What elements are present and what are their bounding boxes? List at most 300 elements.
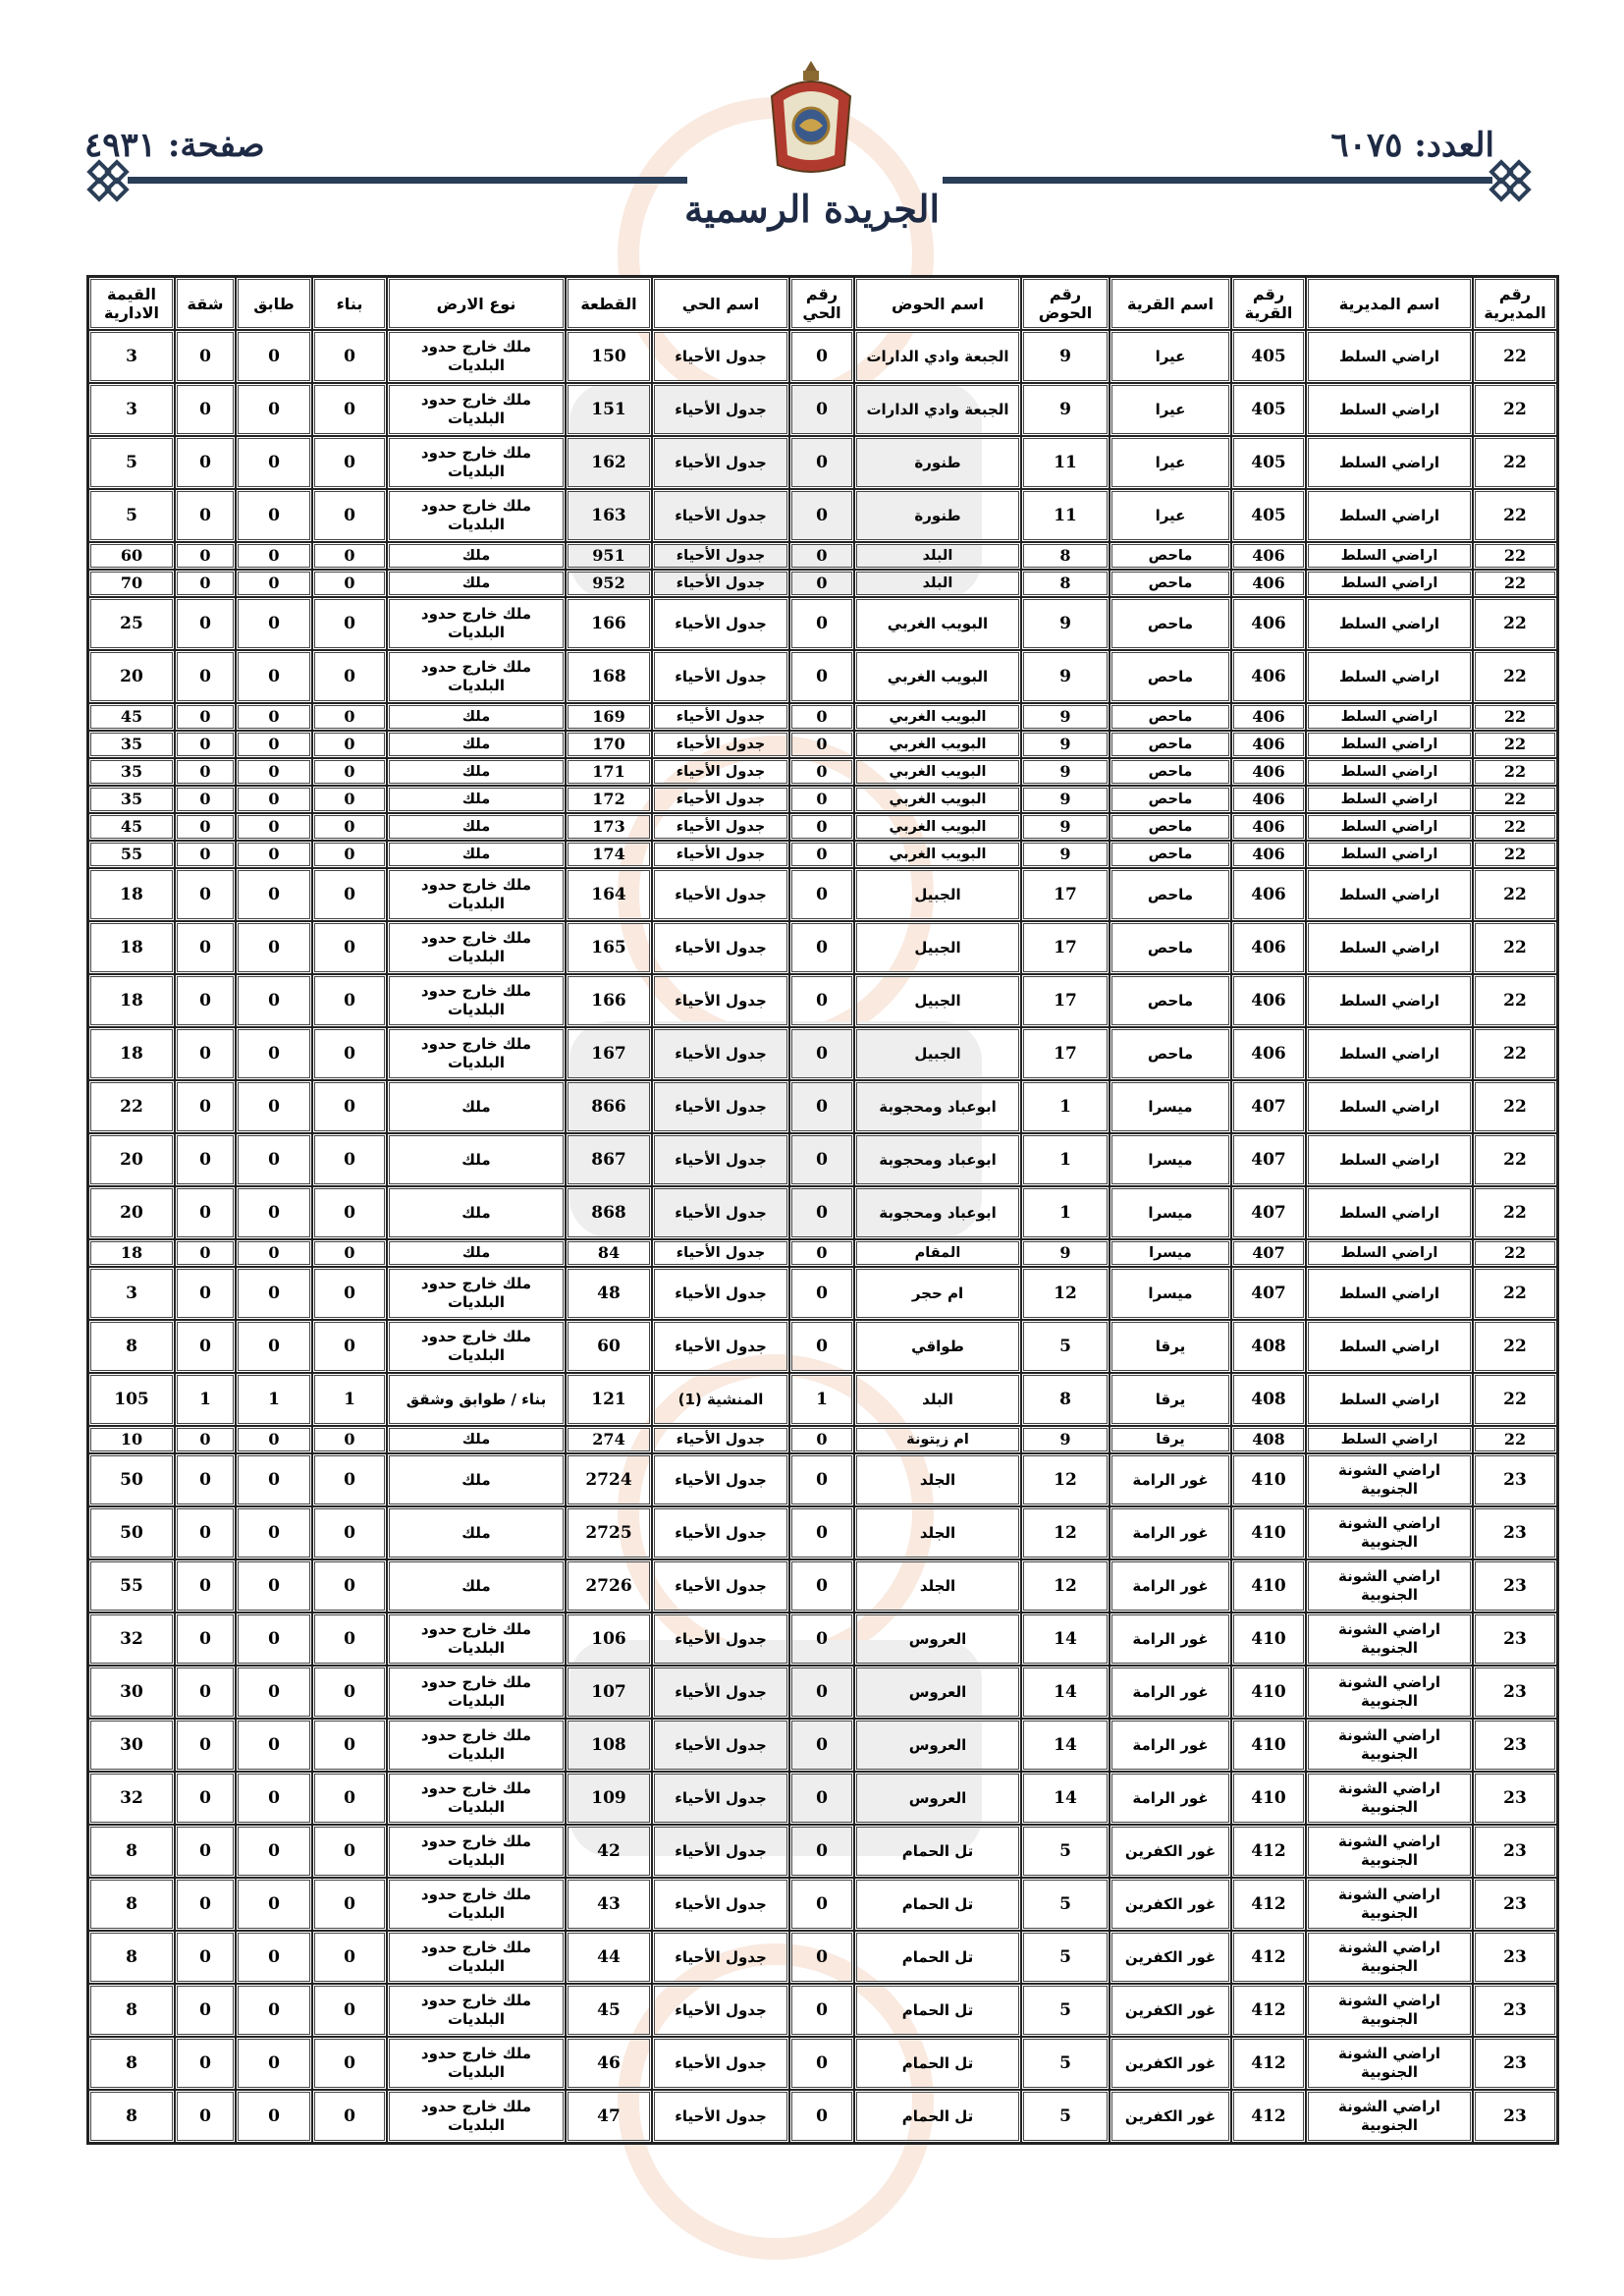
table-row (88, 436, 1557, 489)
table-cell: 5 (1021, 2090, 1110, 2143)
table-cell: 0 (175, 1453, 236, 1506)
table-cell: المنشية (1) (652, 1373, 789, 1426)
table-cell: 0 (236, 1666, 312, 1719)
table-cell: جدول الأحياء (652, 330, 789, 383)
table-cell: ماحص (1110, 650, 1231, 703)
table-cell: 22 (1473, 1426, 1557, 1453)
table-row (88, 758, 1557, 786)
table-cell: 22 (1473, 841, 1557, 868)
table-cell: اراضي السلط (1306, 597, 1473, 650)
table-cell: 121 (566, 1373, 652, 1426)
table-cell: 0 (789, 597, 854, 650)
table-cell: 0 (236, 703, 312, 731)
table-cell: 0 (789, 1239, 854, 1267)
table-cell: 17 (1021, 974, 1110, 1027)
table-cell: 55 (88, 1559, 175, 1613)
table-cell: 30 (88, 1719, 175, 1772)
table-cell: 1 (1021, 1133, 1110, 1186)
table-cell: جدول الأحياء (652, 1453, 789, 1506)
table-cell: 5 (1021, 1984, 1110, 2037)
table-cell: 0 (236, 436, 312, 489)
table-cell: ماحص (1110, 542, 1231, 570)
table-cell: 407 (1231, 1080, 1306, 1133)
table-cell: 406 (1231, 758, 1306, 786)
table-cell: 0 (312, 1931, 387, 1984)
table-cell: 70 (88, 570, 175, 597)
table-cell: البويب الغربي (854, 650, 1021, 703)
table-cell: الجلد (854, 1559, 1021, 1613)
table-cell: 0 (312, 383, 387, 436)
table-cell: 0 (312, 489, 387, 542)
table-cell: ملك (387, 1239, 566, 1267)
table-cell: 22 (1473, 1239, 1557, 1267)
table-cell: ميسرا (1110, 1239, 1231, 1267)
table-cell: البلد (854, 1373, 1021, 1426)
table-cell: ام حجر (854, 1267, 1021, 1320)
table-cell: ملك خارج حدود البلديات (387, 1825, 566, 1878)
table-cell: 163 (566, 489, 652, 542)
table-cell: ماحص (1110, 1027, 1231, 1080)
table-cell: الجبيل (854, 868, 1021, 921)
table-cell: اراضي السلط (1306, 1186, 1473, 1239)
table-cell: 50 (88, 1506, 175, 1559)
table-cell: 0 (236, 1772, 312, 1825)
table-row (88, 1426, 1557, 1453)
table-cell: غور الكفرين (1110, 2037, 1231, 2090)
table-cell: 0 (175, 921, 236, 974)
table-cell: ماحص (1110, 813, 1231, 841)
table-cell: 0 (236, 1878, 312, 1931)
column-header: اسم الحي (652, 277, 789, 330)
table-cell: 0 (312, 1666, 387, 1719)
table-cell: 0 (789, 1027, 854, 1080)
table-cell: جدول الأحياء (652, 974, 789, 1027)
table-cell: 9 (1021, 731, 1110, 758)
table-cell: 2726 (566, 1559, 652, 1613)
table-cell: جدول الأحياء (652, 650, 789, 703)
table-cell: 412 (1231, 1984, 1306, 2037)
table-row (88, 1825, 1557, 1878)
table-cell: 0 (789, 1506, 854, 1559)
table-cell: 9 (1021, 813, 1110, 841)
table-cell: 5 (1021, 1878, 1110, 1931)
table-cell: اراضي الشونة الجنوبية (1306, 1506, 1473, 1559)
table-cell: غور الكفرين (1110, 2090, 1231, 2143)
table-cell: 45 (88, 813, 175, 841)
table-cell: 406 (1231, 841, 1306, 868)
table-cell: 0 (175, 1984, 236, 2037)
table-cell: 0 (789, 1878, 854, 1931)
table-cell: 0 (789, 489, 854, 542)
table-cell: اراضي السلط (1306, 542, 1473, 570)
table-cell: 35 (88, 786, 175, 813)
table-cell: 23 (1473, 1453, 1557, 1506)
table-cell: ملك خارج حدود البلديات (387, 1027, 566, 1080)
table-cell: 12 (1021, 1267, 1110, 1320)
table-cell: ميسرا (1110, 1080, 1231, 1133)
table-cell: غور الرامة (1110, 1719, 1231, 1772)
table-cell: 0 (175, 1133, 236, 1186)
table-cell: 0 (789, 1613, 854, 1666)
table-cell: 14 (1021, 1613, 1110, 1666)
table-cell: اراضي السلط (1306, 330, 1473, 383)
table-cell: الجبعة وادي الدارات (854, 383, 1021, 436)
table-cell: جدول الأحياء (652, 841, 789, 868)
table-cell: المقام (854, 1239, 1021, 1267)
table-cell: 406 (1231, 597, 1306, 650)
table-cell: 0 (789, 1133, 854, 1186)
table-cell: 0 (312, 1027, 387, 1080)
table-cell: 0 (236, 1267, 312, 1320)
table-row (88, 1506, 1557, 1559)
table-cell: ملك خارج حدود البلديات (387, 1984, 566, 2037)
table-cell: 406 (1231, 542, 1306, 570)
table-cell: 0 (236, 570, 312, 597)
table-cell: 23 (1473, 1931, 1557, 1984)
table-cell: 0 (789, 436, 854, 489)
table-cell: ملك خارج حدود البلديات (387, 1719, 566, 1772)
table-cell: 0 (175, 868, 236, 921)
table-cell: 406 (1231, 921, 1306, 974)
table-cell: 17 (1021, 921, 1110, 974)
table-cell: 22 (1473, 436, 1557, 489)
table-cell: 0 (312, 1719, 387, 1772)
table-cell: 18 (88, 974, 175, 1027)
table-cell: غور الرامة (1110, 1666, 1231, 1719)
table-cell: 0 (312, 1453, 387, 1506)
table-cell: اراضي السلط (1306, 868, 1473, 921)
table-cell: 405 (1231, 330, 1306, 383)
table-cell: 0 (236, 1426, 312, 1453)
table-cell: جدول الأحياء (652, 1666, 789, 1719)
table-cell: جدول الأحياء (652, 1133, 789, 1186)
table-row (88, 1613, 1557, 1666)
table-cell: 22 (1473, 1373, 1557, 1426)
table-cell: 0 (312, 436, 387, 489)
table-cell: 22 (1473, 758, 1557, 786)
table-cell: ماحص (1110, 758, 1231, 786)
table-cell: 9 (1021, 703, 1110, 731)
table-cell: 174 (566, 841, 652, 868)
column-header: رقم المديرية (1473, 277, 1557, 330)
table-cell: غور الرامة (1110, 1772, 1231, 1825)
table-cell: جدول الأحياء (652, 1239, 789, 1267)
table-cell: غور الرامة (1110, 1613, 1231, 1666)
table-cell: 274 (566, 1426, 652, 1453)
table-cell: 25 (88, 597, 175, 650)
table-cell: 0 (236, 383, 312, 436)
table-cell: 18 (88, 1027, 175, 1080)
header-rule-left (128, 177, 687, 184)
table-cell: 0 (236, 542, 312, 570)
table-cell: 0 (789, 758, 854, 786)
table-cell: 23 (1473, 1666, 1557, 1719)
table-cell: البويب الغربي (854, 813, 1021, 841)
table-cell: تل الحمام (854, 2037, 1021, 2090)
table-cell: 169 (566, 703, 652, 731)
table-row (88, 786, 1557, 813)
table-row (88, 1719, 1557, 1772)
table-cell: 168 (566, 650, 652, 703)
table-cell: 0 (789, 1080, 854, 1133)
table-cell: غور الرامة (1110, 1506, 1231, 1559)
table-cell: 23 (1473, 1559, 1557, 1613)
table-cell: جدول الأحياء (652, 436, 789, 489)
table-cell: 0 (312, 650, 387, 703)
table-cell: 22 (1473, 1080, 1557, 1133)
table-cell: 405 (1231, 383, 1306, 436)
table-cell: 412 (1231, 1878, 1306, 1931)
table-cell: 0 (312, 570, 387, 597)
table-cell: 0 (789, 1666, 854, 1719)
table-cell: 0 (175, 1320, 236, 1373)
table-cell: 0 (236, 1719, 312, 1772)
table-row (88, 1080, 1557, 1133)
table-cell: جدول الأحياء (652, 1984, 789, 2037)
table-cell: 45 (88, 703, 175, 731)
table-cell: 1 (175, 1373, 236, 1426)
table-cell: غور الرامة (1110, 1453, 1231, 1506)
table-cell: 105 (88, 1373, 175, 1426)
table-cell: 30 (88, 1666, 175, 1719)
table-cell: 0 (312, 1825, 387, 1878)
table-cell: 0 (175, 1027, 236, 1080)
table-cell: 0 (175, 786, 236, 813)
table-cell: 9 (1021, 650, 1110, 703)
table-cell: 0 (236, 813, 312, 841)
table-row (88, 2037, 1557, 2090)
table-cell: عيرا (1110, 330, 1231, 383)
table-row (88, 841, 1557, 868)
table-cell: 410 (1231, 1506, 1306, 1559)
table-cell: 0 (312, 1186, 387, 1239)
table-cell: اراضي السلط (1306, 731, 1473, 758)
table-cell: 5 (88, 436, 175, 489)
table-cell: 406 (1231, 813, 1306, 841)
table-cell: 0 (236, 330, 312, 383)
table-cell: 8 (88, 1984, 175, 2037)
table-cell: 22 (88, 1080, 175, 1133)
table-row (88, 1239, 1557, 1267)
table-cell: اراضي السلط (1306, 1027, 1473, 1080)
table-cell: 0 (789, 650, 854, 703)
table-cell: 14 (1021, 1666, 1110, 1719)
table-cell: جدول الأحياء (652, 1506, 789, 1559)
table-cell: 0 (789, 974, 854, 1027)
table-cell: 0 (789, 868, 854, 921)
table-cell: غور الكفرين (1110, 1984, 1231, 2037)
table-cell: 166 (566, 597, 652, 650)
table-cell: ملك خارج حدود البلديات (387, 330, 566, 383)
table-cell: اراضي السلط (1306, 703, 1473, 731)
table-cell: اراضي السلط (1306, 436, 1473, 489)
table-cell: اراضي الشونة الجنوبية (1306, 2090, 1473, 2143)
table-cell: 3 (88, 1267, 175, 1320)
table-cell: طنورة (854, 489, 1021, 542)
table-cell: ملك (387, 1186, 566, 1239)
table-cell: 0 (175, 1931, 236, 1984)
table-cell: 22 (1473, 813, 1557, 841)
table-cell: 46 (566, 2037, 652, 2090)
table-cell: ماحص (1110, 841, 1231, 868)
table-row (88, 1984, 1557, 2037)
table-cell: 0 (175, 758, 236, 786)
table-cell: غور الكفرين (1110, 1878, 1231, 1931)
table-cell: ماحص (1110, 570, 1231, 597)
table-row (88, 1373, 1557, 1426)
table-cell: 0 (236, 786, 312, 813)
table-cell: اراضي السلط (1306, 1373, 1473, 1426)
table-cell: جدول الأحياء (652, 542, 789, 570)
table-cell: 1 (1021, 1080, 1110, 1133)
table-cell: غور الكفرين (1110, 1931, 1231, 1984)
table-cell: 0 (236, 1825, 312, 1878)
table-cell: 23 (1473, 2090, 1557, 2143)
table-cell: 22 (1473, 1133, 1557, 1186)
table-cell: 0 (312, 1772, 387, 1825)
table-cell: 22 (1473, 868, 1557, 921)
table-cell: جدول الأحياء (652, 868, 789, 921)
table-cell: 20 (88, 650, 175, 703)
table-cell: طواقي (854, 1320, 1021, 1373)
table-cell: جدول الأحياء (652, 1080, 789, 1133)
table-cell: 412 (1231, 1931, 1306, 1984)
table-cell: ملك (387, 731, 566, 758)
table-cell: 0 (312, 2037, 387, 2090)
table-cell: ملك خارج حدود البلديات (387, 1320, 566, 1373)
table-cell: جدول الأحياء (652, 1320, 789, 1373)
table-cell: 410 (1231, 1719, 1306, 1772)
table-cell: ملك خارج حدود البلديات (387, 436, 566, 489)
table-row (88, 2090, 1557, 2143)
table-cell: 0 (175, 703, 236, 731)
table-cell: 22 (1473, 1027, 1557, 1080)
table-cell: 22 (1473, 597, 1557, 650)
table-cell: 2724 (566, 1453, 652, 1506)
table-cell: 405 (1231, 436, 1306, 489)
table-row (88, 974, 1557, 1027)
table-cell: جدول الأحياء (652, 2090, 789, 2143)
table-cell: 0 (312, 921, 387, 974)
table-cell: غور الرامة (1110, 1559, 1231, 1613)
table-cell: الجبيل (854, 974, 1021, 1027)
table-row (88, 868, 1557, 921)
column-header: القطعة (566, 277, 652, 330)
table-cell: 0 (789, 1320, 854, 1373)
land-values-table (86, 275, 1559, 2145)
table-cell: 0 (312, 1984, 387, 2037)
table-cell: 0 (175, 974, 236, 1027)
table-cell: 0 (789, 841, 854, 868)
table-cell: 0 (175, 1613, 236, 1666)
table-cell: 22 (1473, 650, 1557, 703)
table-cell: 23 (1473, 2037, 1557, 2090)
table-cell: 0 (236, 1027, 312, 1080)
table-cell: 0 (175, 1267, 236, 1320)
table-cell: 0 (175, 542, 236, 570)
table-cell: 22 (1473, 1267, 1557, 1320)
table-cell: اراضي السلط (1306, 841, 1473, 868)
table-cell: 0 (789, 542, 854, 570)
table-cell: 173 (566, 813, 652, 841)
table-cell: 0 (312, 2090, 387, 2143)
table-cell: اراضي الشونة الجنوبية (1306, 1984, 1473, 2037)
table-cell: جدول الأحياء (652, 813, 789, 841)
table-cell: ملك (387, 758, 566, 786)
table-cell: ماحص (1110, 703, 1231, 731)
table-cell: 164 (566, 868, 652, 921)
table-cell: 0 (312, 542, 387, 570)
table-cell: 18 (88, 868, 175, 921)
table-cell: 48 (566, 1267, 652, 1320)
table-cell: 406 (1231, 868, 1306, 921)
table-cell: اراضي السلط (1306, 921, 1473, 974)
gazette-title: الجريدة الرسمية (683, 187, 941, 231)
table-cell: عيرا (1110, 383, 1231, 436)
table-cell: 22 (1473, 921, 1557, 974)
table-cell: جدول الأحياء (652, 731, 789, 758)
table-cell: عيرا (1110, 489, 1231, 542)
table-cell: ميسرا (1110, 1133, 1231, 1186)
table-cell: 0 (789, 570, 854, 597)
table-cell: 107 (566, 1666, 652, 1719)
table-cell: البويب الغربي (854, 758, 1021, 786)
table-row (88, 1453, 1557, 1506)
table-cell: ابوعباد ومحجوبة (854, 1080, 1021, 1133)
table-cell: 407 (1231, 1267, 1306, 1320)
table-cell: 406 (1231, 974, 1306, 1027)
table-cell: 9 (1021, 1239, 1110, 1267)
table-row (88, 650, 1557, 703)
table-cell: ابوعباد ومحجوبة (854, 1133, 1021, 1186)
table-cell: 0 (312, 758, 387, 786)
table-cell: ملك (387, 1559, 566, 1613)
table-cell: 0 (175, 1825, 236, 1878)
table-cell: العروس (854, 1666, 1021, 1719)
table-cell: 9 (1021, 1426, 1110, 1453)
table-cell: اراضي السلط (1306, 1426, 1473, 1453)
table-cell: اراضي السلط (1306, 1239, 1473, 1267)
table-cell: اراضي الشونة الجنوبية (1306, 1453, 1473, 1506)
table-cell: 0 (175, 1506, 236, 1559)
table-cell: 109 (566, 1772, 652, 1825)
table-cell: العروس (854, 1772, 1021, 1825)
table-cell: 0 (789, 2037, 854, 2090)
table-cell: 0 (312, 1267, 387, 1320)
table-cell: جدول الأحياء (652, 597, 789, 650)
table-cell: ميسرا (1110, 1267, 1231, 1320)
table-cell: 8 (88, 1931, 175, 1984)
table-cell: 5 (1021, 1931, 1110, 1984)
table-cell: اراضي السلط (1306, 974, 1473, 1027)
table-cell: 23 (1473, 1719, 1557, 1772)
table-cell: 23 (1473, 1613, 1557, 1666)
table-cell: ملك (387, 1506, 566, 1559)
table-row (88, 1186, 1557, 1239)
table-cell: جدول الأحياء (652, 1719, 789, 1772)
table-cell: 8 (88, 1825, 175, 1878)
table-cell: 0 (789, 921, 854, 974)
table-cell: ملك خارج حدود البلديات (387, 921, 566, 974)
table-cell: ماحص (1110, 921, 1231, 974)
table-cell: تل الحمام (854, 1825, 1021, 1878)
column-header: اسم المديرية (1306, 277, 1473, 330)
table-cell: 0 (236, 1453, 312, 1506)
table-cell: 11 (1021, 436, 1110, 489)
table-cell: ملك (387, 786, 566, 813)
table-cell: 410 (1231, 1453, 1306, 1506)
table-cell: ملك خارج حدود البلديات (387, 1267, 566, 1320)
